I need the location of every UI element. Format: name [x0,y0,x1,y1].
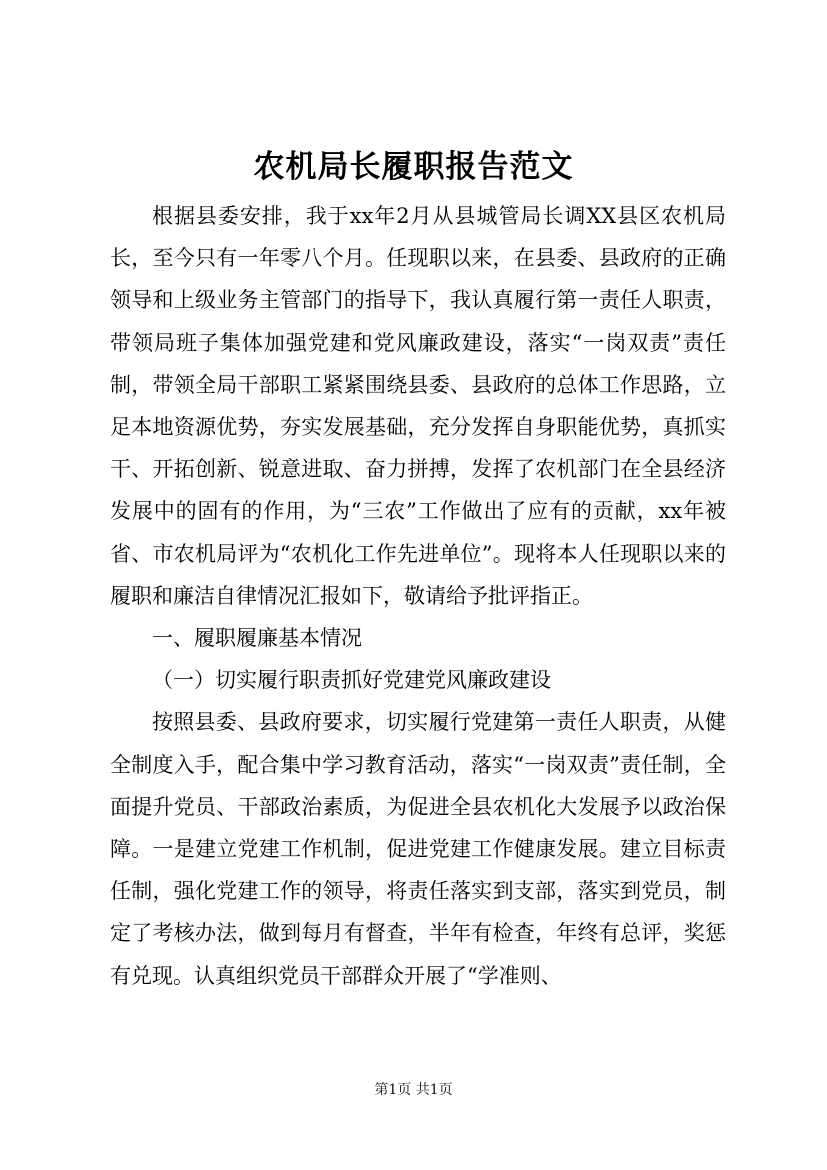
section-subheading: （一）切实履行职责抓好党建党风廉政建设 [152,668,551,693]
body-paragraph: 按照县委、县政府要求，切实履行党建第一责任人职责，从健全制度入手，配合集中学习教育活动，落实“一岗双责”责任制，全面提升党员、干部政治素质，为促进全县农机化大发展予以政治保障。一是建立党建工作机制，促进党建工作健康发展。建立目标责任制，强化党建工作的领导，将责任落实到支部，落实到党员，制定了考核办法，做到每月有督查，半年有检查，年终有总评，奖惩有兑现。认真组织党员干部群众开展了“学准则、 [110,710,726,988]
document-title: 农机局长履职报告范文 [253,149,574,185]
document-body [110,195,726,997]
page-number-footer: 第1页 共1页 [374,1082,453,1098]
body-paragraph: 根据县委安排，我于xx年2月从县城管局长调XX县区农机局长，至今只有一年零八个月。任现职以来，在县委、县政府的正确领导和上级业务主管部门的指导下，我认真履行第一责任人职责，带领局班子集体加强党建和党风廉政建设，落实“一岗双责”责任制，带领全局干部职工紧紧围绕县委、县政府的总体工作思路，立足本地资源优势，夯实发展基础，充分发挥自身职能优势，真抓实干、开拓创新、锐意进取、奋力拼搏，发挥了农机部门在全县经济发展中的固有的作用，为“三农”工作做出了应有的贡献，xx年被省、市农机局评为“农机化工作先进单位”。现将本人任现职以来的履职和廉洁自律情况汇报如下，敬请给予批评指正。 [110,204,726,608]
section-heading: 一、履职履廉基本情况 [152,626,362,651]
